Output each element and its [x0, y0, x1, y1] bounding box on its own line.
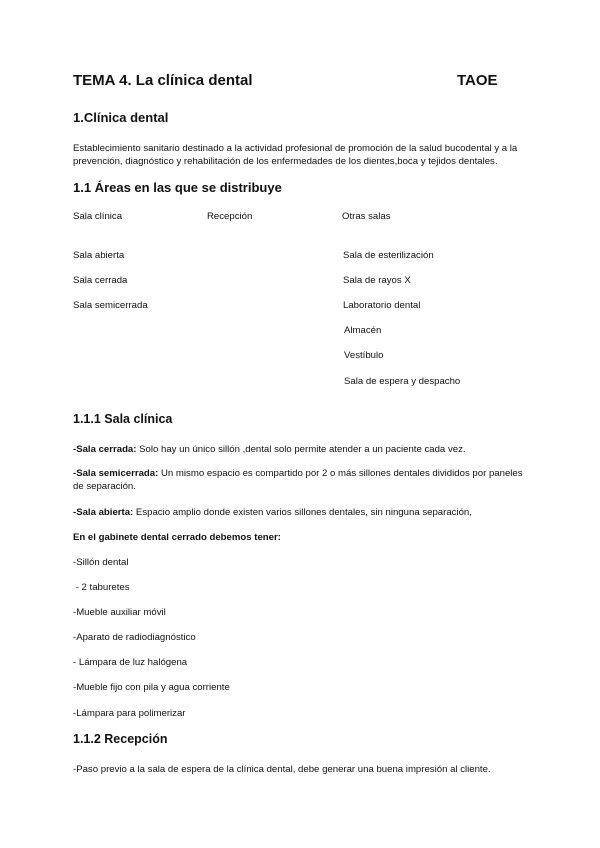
intro-paragraph: Establecimiento sanitario destinado a la actividad profesional de promoción de la salud bucodental y a la prevención, diagnóstico y rehabilitación de los enfermedades de los dientes,boca y tejidos dentales. [73, 143, 518, 167]
section-heading-recepcion: 1.1.2 Recepción [73, 732, 168, 746]
other-room-item: Sala de rayos X [343, 275, 411, 286]
equipment-item: -Aparato de radiodiagnóstico [73, 632, 196, 643]
section-heading-sala-clinica: 1.1.1 Sala clínica [73, 412, 173, 426]
document-subject-label: TAOE [457, 72, 498, 89]
definition-sala-cerrada [73, 443, 533, 456]
definition-text: Solo hay un único sillón ,dental solo permite atender a un paciente cada vez. [136, 444, 466, 455]
other-room-item: Sala de espera y despacho [344, 376, 461, 387]
equipment-item: - 2 taburetes [73, 582, 130, 593]
other-room-item: Sala de esterilización [343, 250, 434, 261]
clinic-room-item: Sala cerrada [73, 275, 128, 286]
column-header-recepcion: Recepción [207, 211, 253, 222]
definition-term: -Sala abierta: [73, 507, 134, 518]
clinic-room-item: Sala semicerrada [73, 300, 148, 311]
definition-term: -Sala semicerrada: [73, 468, 159, 479]
definition-text: Espacio amplio donde existen varios sillones dentales, sin ninguna separación, [133, 507, 472, 518]
other-room-item: Almacén [344, 325, 382, 336]
definition-sala-semicerrada [73, 467, 533, 493]
definition-text: Un mismo espacio es compartido por 2 o más sillones dentales divididos por paneles de separación. [73, 468, 523, 492]
document-title: TEMA 4. La clínica dental [73, 72, 253, 89]
other-room-item: Vestíbulo [344, 350, 384, 361]
other-room-item: Laboratorio dental [343, 300, 421, 311]
column-header-otras-salas: Otras salas [342, 211, 391, 222]
equipment-item: -Lámpara para polimerizar [73, 708, 186, 719]
recepcion-paragraph: -Paso previo a la sala de espera de la clínica dental, debe generar una buena impresión al cliente. [73, 764, 491, 775]
definition-sala-abierta [73, 506, 533, 519]
equipment-item: -Mueble fijo con pila y agua corriente [73, 682, 230, 693]
definition-term: -Sala cerrada: [73, 444, 137, 455]
column-header-sala-clinica: Sala clínica [73, 211, 123, 222]
equipment-item: -Mueble auxiliar móvil [73, 607, 166, 618]
clinic-room-item: Sala abierta [73, 250, 125, 261]
equipment-item: -Sillón dental [73, 557, 129, 568]
section-heading-clinica-dental: 1.Clínica dental [73, 110, 169, 125]
equipment-item: - Lámpara de luz halógena [73, 657, 188, 668]
section-heading-areas: 1.1 Áreas en las que se distribuye [73, 180, 282, 195]
gabinete-heading: En el gabinete dental cerrado debemos tener: [73, 532, 281, 543]
